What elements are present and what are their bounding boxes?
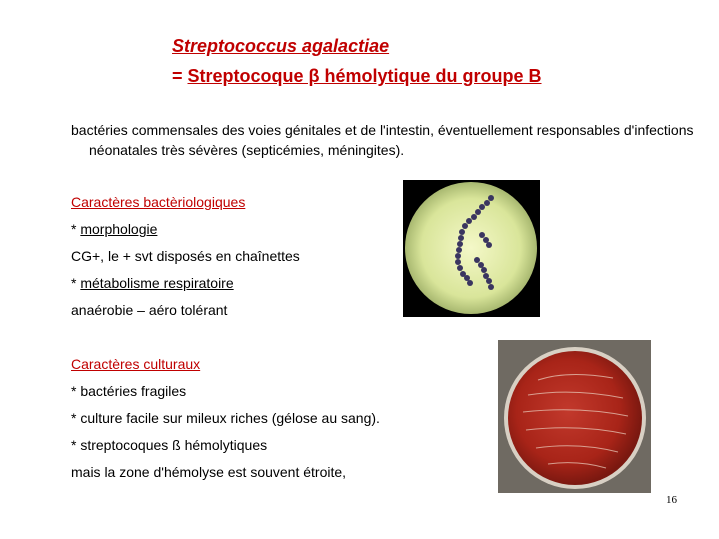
section1-heading: Caractères bactèriologiques (71, 194, 246, 210)
intro-paragraph: bactéries commensales des voies génitales et de l'intestin, éventuellement responsables d'infections néonatales très sévères (septicémies, méningites). (71, 122, 694, 158)
culture-line-1: * bactéries fragiles (71, 383, 187, 399)
bullet-morphologie (71, 220, 157, 238)
microscope-image (403, 180, 540, 317)
subtitle-prefix: = (172, 66, 188, 86)
subtitle-text: Streptocoque β hémolytique du groupe B (187, 66, 542, 86)
bullet-prefix: * (71, 275, 81, 291)
metabolisme-text: anaérobie – aéro tolérant (71, 302, 228, 318)
culture-line-4: mais la zone d'hémolyse est souvent étroite, (71, 464, 347, 480)
blood-agar-image (498, 340, 651, 493)
slide-subtitle (172, 66, 542, 87)
morphologie-label: morphologie (80, 221, 158, 237)
bullet-metabolisme (71, 274, 234, 292)
culture-line-2: * culture facile sur mileux riches (gélose au sang). (71, 410, 380, 426)
bullet-prefix: * (71, 221, 81, 237)
page-number: 16 (666, 494, 677, 506)
microscope-svg (403, 180, 540, 317)
agar-svg (498, 340, 651, 493)
culture-line-3: * streptocoques ß hémolytiques (71, 437, 268, 453)
morphologie-text: CG+, le + svt disposés en chaînettes (71, 248, 300, 264)
metabolisme-label: métabolisme respiratoire (80, 275, 234, 291)
slide-title: Streptococcus agalactiae (172, 36, 390, 56)
section2-heading: Caractères culturaux (71, 356, 201, 372)
